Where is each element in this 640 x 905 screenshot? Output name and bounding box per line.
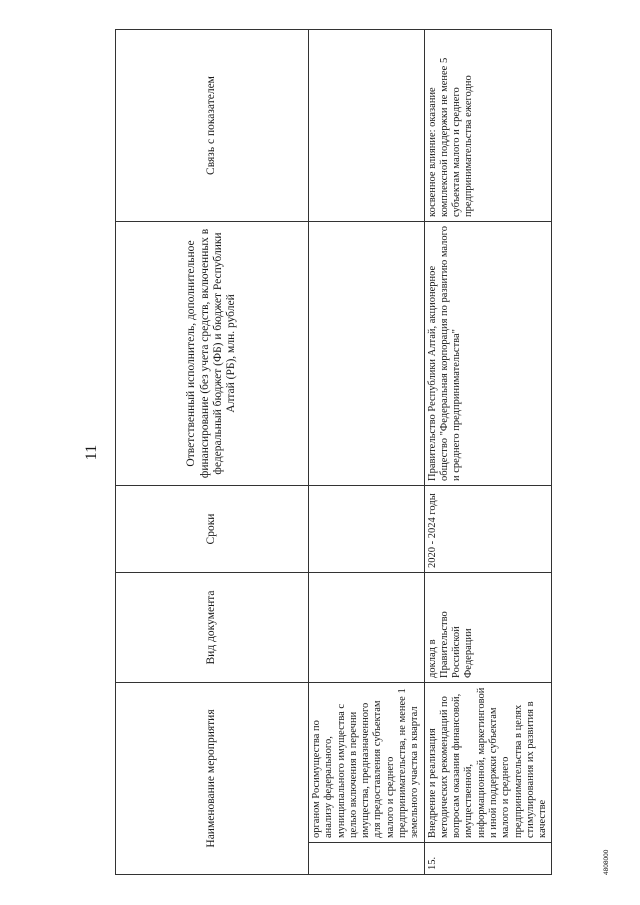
measures-table bbox=[115, 29, 552, 875]
empty-cell bbox=[309, 572, 425, 682]
document-stamp: 4808000 bbox=[603, 849, 610, 875]
table-row bbox=[309, 29, 425, 874]
empty-cell bbox=[309, 29, 425, 221]
rotated-page bbox=[75, 30, 620, 875]
measure-name: Внедрение и реализация методических рекомендаций по вопросам оказания финансовой, имущественной, информационной, маркетинговой и иной поддержки субъектам малого и среднего предпринимательства в целях стимулирования их развития в качестве bbox=[424, 682, 552, 842]
empty-cell bbox=[309, 221, 425, 485]
row-number-empty bbox=[309, 843, 425, 875]
indicator: косвенное влияние: оказание комплексной поддержки не менее 5 субъектам малого и среднего предпринимательства ежегодно bbox=[424, 29, 552, 221]
header-indicator: Связь с показателем bbox=[116, 29, 309, 221]
header-name: Наименование мероприятия bbox=[116, 682, 309, 874]
empty-cell bbox=[309, 485, 425, 572]
row-number: 15. bbox=[424, 843, 552, 875]
header-executor: Ответственный исполнитель, дополнительное финансирование (без учета средств, включенных в федеральный бюджет (ФБ) и бюджет Республики Алтай (РБ), млн. рублей bbox=[116, 221, 309, 485]
page-number: 11 bbox=[83, 444, 100, 461]
table-row bbox=[424, 29, 552, 874]
header-doc-type: Вид документа bbox=[116, 572, 309, 682]
continuation-name: органом Росимущества по анализу федерального, муниципального имущества с целью включения в перечни имущества, предназначенного для предоставления субъектам малого и среднего предпринимательства, не менее 1 земельного участка в квартал bbox=[309, 682, 425, 842]
executor: Правительство Республики Алтай, акционерное общество "Федеральная корпорация по развитию малого и среднего предпринимательства" bbox=[424, 221, 552, 485]
doc-type: доклад в Правительство Российской Федерации bbox=[424, 572, 552, 682]
table-header-row bbox=[116, 29, 309, 874]
header-period: Сроки bbox=[116, 485, 309, 572]
period: 2020 - 2024 годы bbox=[424, 485, 552, 572]
